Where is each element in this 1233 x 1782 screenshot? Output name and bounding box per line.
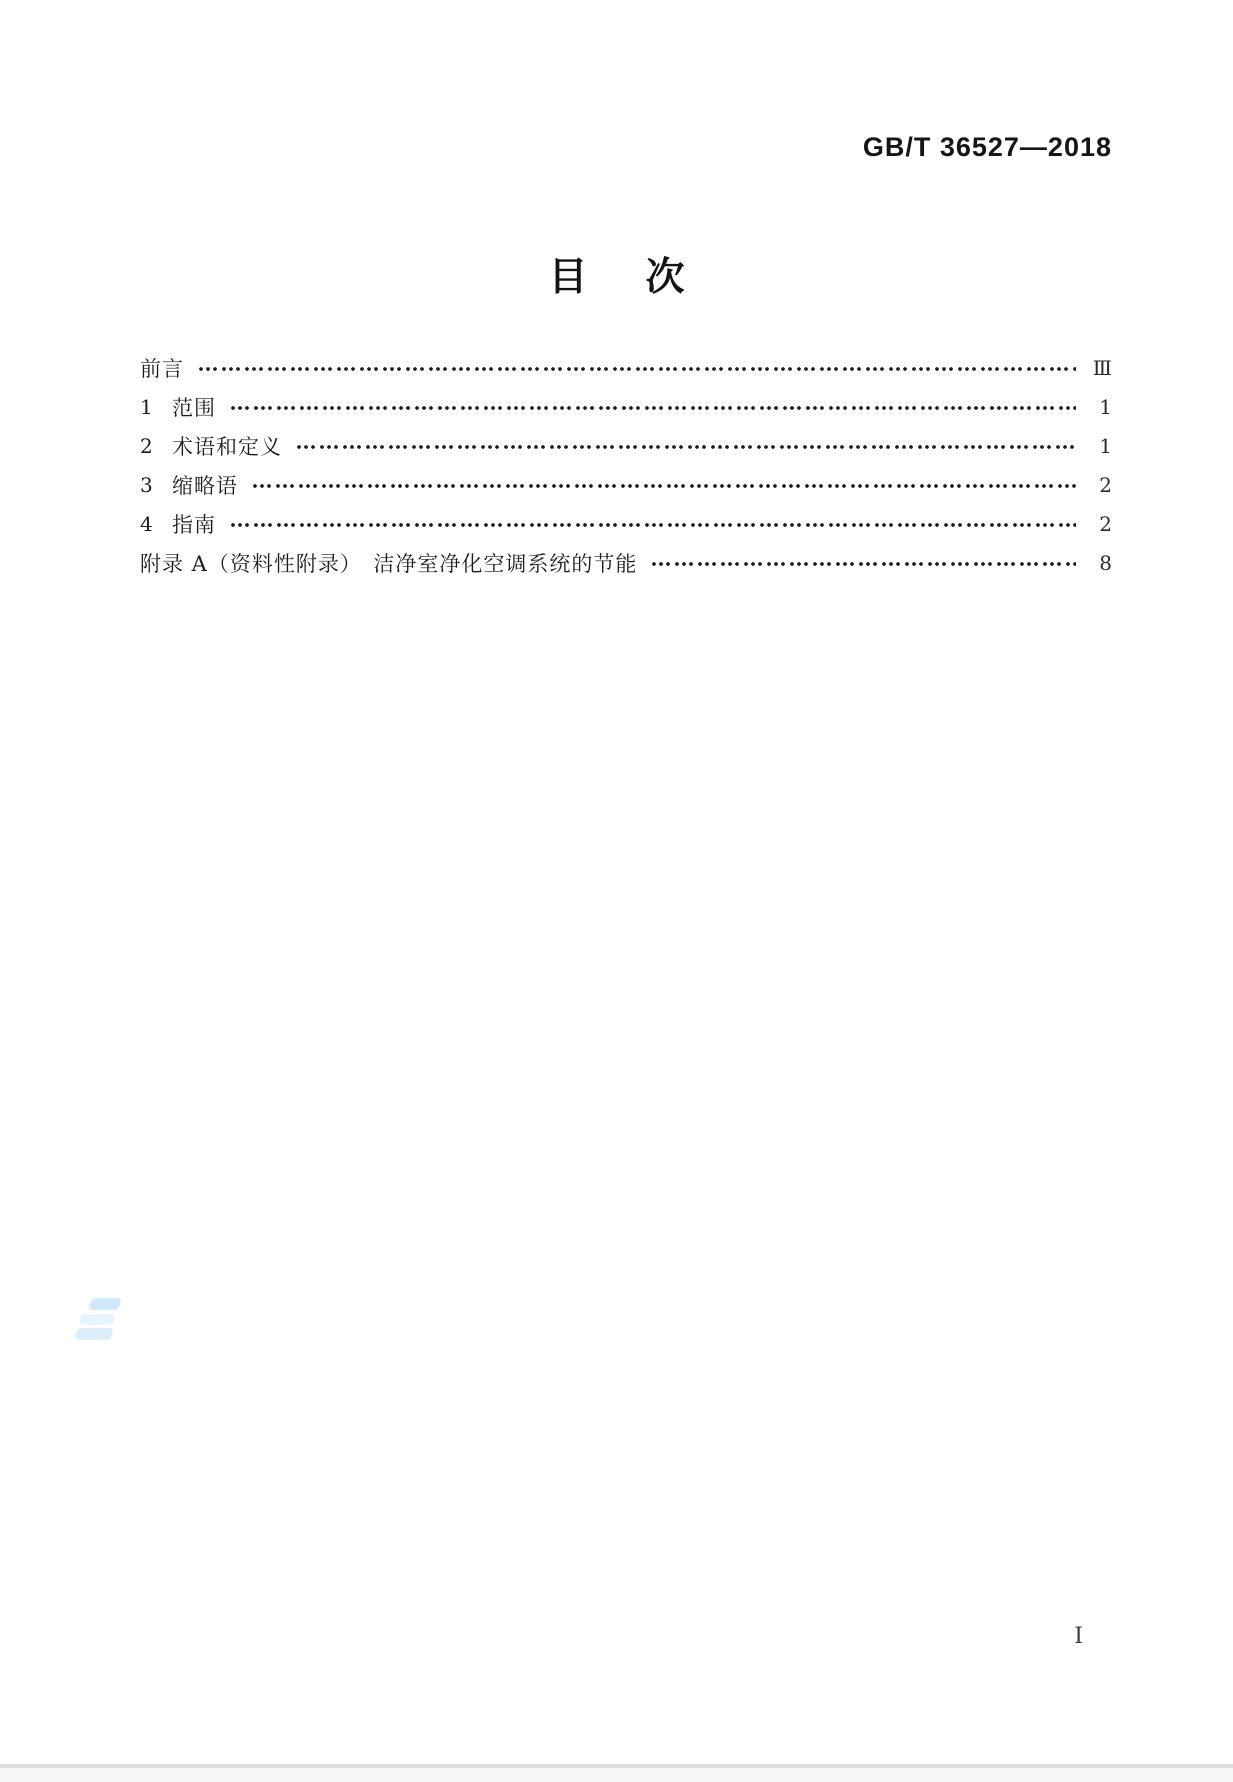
toc-entry-label: 指南 xyxy=(172,512,216,537)
toc-entry-number: 2 xyxy=(140,433,153,458)
watermark-smudge-stroke xyxy=(74,1328,113,1340)
toc-page-number: 2 xyxy=(1099,511,1112,536)
toc-row-foreword xyxy=(140,348,1112,387)
toc-page-number: 8 xyxy=(1099,550,1112,575)
toc-page-number: 1 xyxy=(1099,433,1112,458)
toc-entry-number: 4 xyxy=(140,511,153,536)
toc-entry-label: 缩略语 xyxy=(172,473,238,498)
leader-dots xyxy=(230,397,1076,419)
watermark-smudge-stroke xyxy=(79,1314,115,1325)
toc-entry-label: 附录 A（资料性附录） 洁净室净化空调系统的节能 xyxy=(140,551,638,576)
leader-dots xyxy=(651,553,1076,575)
leader-dots xyxy=(252,475,1076,497)
page-title-char-1: 目 xyxy=(548,256,588,299)
toc-row-appendix-a xyxy=(140,543,1112,582)
standard-code: GB/T 36527—2018 xyxy=(862,132,1112,162)
toc-entry-label: 范围 xyxy=(172,395,216,420)
toc-page-number: 2 xyxy=(1099,472,1112,497)
toc-row-terms xyxy=(140,426,1112,465)
leader-dots xyxy=(230,514,1076,536)
watermark-smudge xyxy=(76,1296,122,1344)
toc-entry-number: 1 xyxy=(140,394,153,419)
page-title-char-2: 次 xyxy=(645,256,685,299)
bottom-scan-strip xyxy=(0,1768,1233,1782)
footer-page-number: Ⅰ xyxy=(1074,1624,1083,1649)
leader-dots xyxy=(296,436,1076,458)
toc-entry-label: 前言 xyxy=(140,356,184,381)
toc-row-scope xyxy=(140,387,1112,426)
toc-entry-label: 术语和定义 xyxy=(172,434,282,459)
toc-entry-number: 3 xyxy=(140,472,153,497)
toc-row-abbreviations xyxy=(140,465,1112,504)
page-title xyxy=(0,246,1233,302)
toc-page-number: Ⅲ xyxy=(1092,355,1112,380)
toc-page-number: 1 xyxy=(1099,394,1112,419)
watermark-smudge-stroke xyxy=(88,1298,122,1310)
toc-row-guide xyxy=(140,504,1112,543)
leader-dots xyxy=(198,358,1076,380)
table-of-contents xyxy=(140,348,1112,582)
